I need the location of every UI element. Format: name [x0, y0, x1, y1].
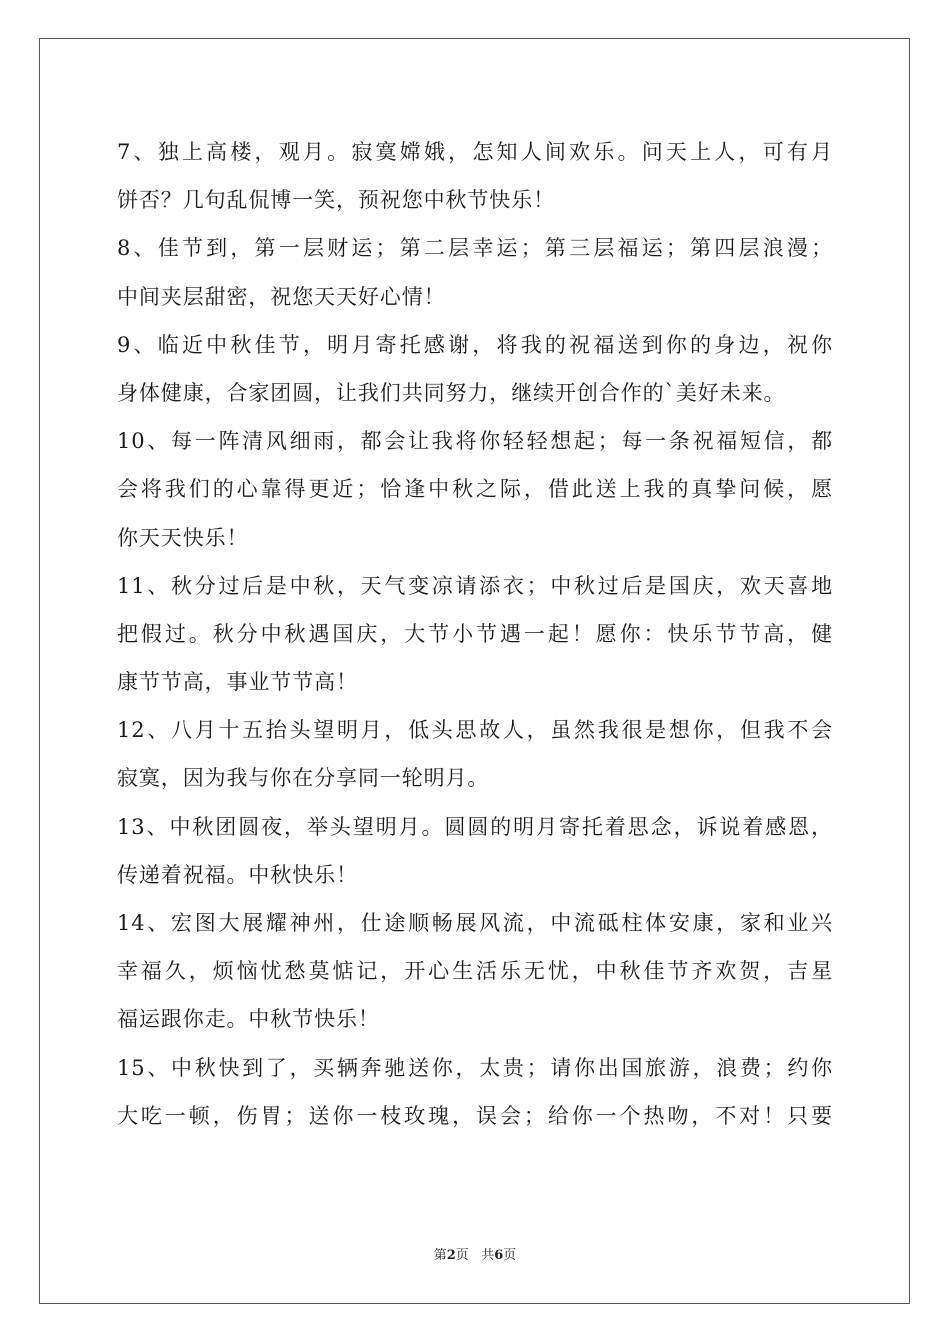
total-page-count: 6 [494, 1248, 504, 1263]
text-line: 8、佳节到，第一层财运；第二层幸运；第三层福运；第四层浪漫； [117, 236, 833, 261]
text-line: 身体健康，合家团圆，让我们共同努力，继续开创合作的`美好未来。 [117, 380, 786, 405]
page-number-prefix: 第 [433, 1248, 447, 1263]
page-number-suffix: 页 [455, 1248, 469, 1263]
text-line: 7、独上高楼，观月。寂寞嫦娥，怎知人间欢乐。问天上人，可有月 [117, 140, 833, 164]
document-body [117, 128, 833, 1140]
text-line: 大吃一顿，伤胃；送你一枝玫瑰，误会；给你一个热吻，不对！只要 [117, 1103, 833, 1128]
text-line: 12、八月十五抬头望明月，低头思故人，虽然我很是想你，但我不会 [117, 718, 833, 743]
page-footer [0, 1244, 950, 1263]
text-line: 10、每一阵清风细雨，都会让我将你轻轻想起；每一条祝福短信，都 [117, 429, 833, 454]
text-line: 中间夹层甜密，祝您天天好心情！ [117, 284, 446, 309]
text-line: 你天天快乐！ [117, 525, 249, 550]
text-line: 把假过。秋分中秋遇国庆，大节小节遇一起！愿你：快乐节节高，健 [117, 621, 833, 646]
text-line: 幸福久，烦恼忧愁莫惦记，开心生活乐无忧，中秋佳节齐欢贺，吉星 [117, 959, 833, 984]
total-pages-suffix: 页 [503, 1248, 517, 1263]
text-line: 9、临近中秋佳节，明月寄托感谢，将我的祝福送到你的身边，祝你 [117, 332, 833, 357]
current-page-number: 2 [446, 1248, 456, 1263]
text-line: 会将我们的心靠得更近；恰逢中秋之际，借此送上我的真挚问候，愿 [117, 477, 833, 502]
total-pages-prefix: 共 [481, 1248, 495, 1263]
text-line: 11、秋分过后是中秋，天气变凉请添衣；中秋过后是国庆，欢天喜地 [117, 573, 833, 598]
text-line: 福运跟你走。中秋节快乐！ [117, 1007, 380, 1032]
text-line: 康节节高，事业节节高！ [117, 670, 358, 695]
text-line: 15、中秋快到了，买辆奔驰送你，太贵；请你出国旅游，浪费；约你 [117, 1055, 833, 1080]
text-line: 饼否？几句乱侃博一笑，预祝您中秋节快乐！ [117, 188, 555, 213]
text-line: 14、宏图大展耀神州，仕途顺畅展风流，中流砥柱体安康，家和业兴 [117, 911, 833, 935]
text-line: 传递着祝福。中秋快乐！ [117, 862, 358, 887]
text-line: 13、中秋团圆夜，举头望明月。圆圆的明月寄托着思念，诉说着感恩， [117, 814, 833, 839]
text-line: 寂寞，因为我与你在分享同一轮明月。 [117, 766, 490, 791]
